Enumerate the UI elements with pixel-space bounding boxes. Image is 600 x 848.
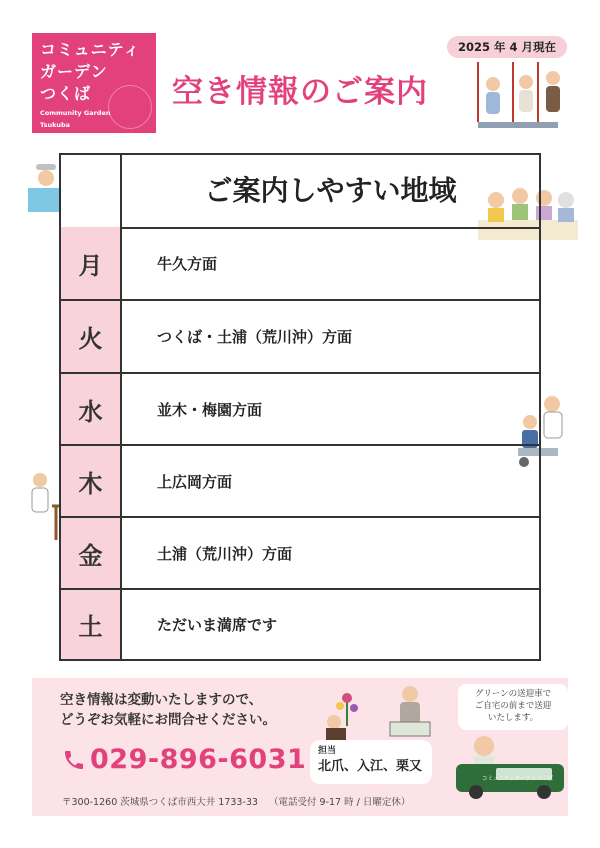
area-cell-monday: 牛久方面 [157,254,218,273]
day-cell-wednesday: 水 [61,374,122,444]
phone-hours-text: （電話受付 9-17 時 / 日曜定休） [269,797,411,808]
staff-names: 北爪、入江、栗又 [318,759,423,774]
table-row [61,518,539,590]
page-title: 空き情報のご案内 [172,74,428,110]
contact-footer [32,678,568,816]
table-row [61,590,539,659]
footer-message-line-1: 空き情報は変動いたしますので、 [60,692,263,708]
table-header-row [61,155,539,229]
logo-english-1: Community Garden [40,109,111,117]
phone-number-text: 029-896-6031 [90,744,307,775]
area-cell-friday: 土浦（荒川沖）方面 [157,544,293,563]
header-corner-cell [61,155,122,227]
area-cell-thursday: 上広岡方面 [157,472,233,491]
address-text: 〒300-1260 茨城県つくば市西大井 1733-33 [62,797,258,808]
area-cell-saturday: ただいま満席です [157,616,278,634]
staff-label: 担当 [318,746,337,756]
shuttle-speech-bubble [458,684,568,730]
area-cell-tuesday: つくば・土浦（荒川沖）方面 [157,328,353,346]
brand-logo [32,33,156,133]
bubble-line-3: いたします。 [487,713,539,723]
footer-message [60,690,276,730]
phone-icon [62,748,86,772]
logo-english-2: Tsukuba [40,121,71,129]
footer-message-line-2: どうぞお気軽にお問合せください。 [60,712,276,728]
table-row [61,301,539,374]
day-cell-tuesday: 火 [61,301,122,372]
table-row [61,446,539,518]
shuttle-van-illustration [452,734,568,800]
date-badge: 2025 年 4 月現在 [447,36,567,58]
calligraphy-illustration [382,684,438,740]
logo-line-2: ガーデン [40,62,108,81]
van-label: コミュニティガーデンつくば [482,776,553,782]
day-cell-thursday: 木 [61,446,122,516]
bubble-line-2: ご自宅の前まで送迎 [474,701,552,711]
bubble-line-1: グリーンの送迎車で [474,689,552,699]
table-header-text: ご案内しやすい地域 [204,174,457,207]
table-row [61,227,539,301]
schedule-table [59,153,541,661]
exercise-illustration [468,62,568,142]
logo-line-3: つくば [40,84,92,103]
area-cell-wednesday: 並木・梅園方面 [157,400,263,419]
day-cell-friday: 金 [61,518,122,588]
day-cell-monday: 月 [61,227,122,299]
staff-box [310,740,432,784]
table-row [61,374,539,446]
phone-number[interactable] [62,744,306,775]
flower-arrangement-illustration [322,688,372,740]
address-line [62,794,410,808]
logo-decoration [108,85,152,129]
logo-line-1: コミュニティ [40,40,141,59]
day-cell-saturday: 土 [61,590,122,659]
